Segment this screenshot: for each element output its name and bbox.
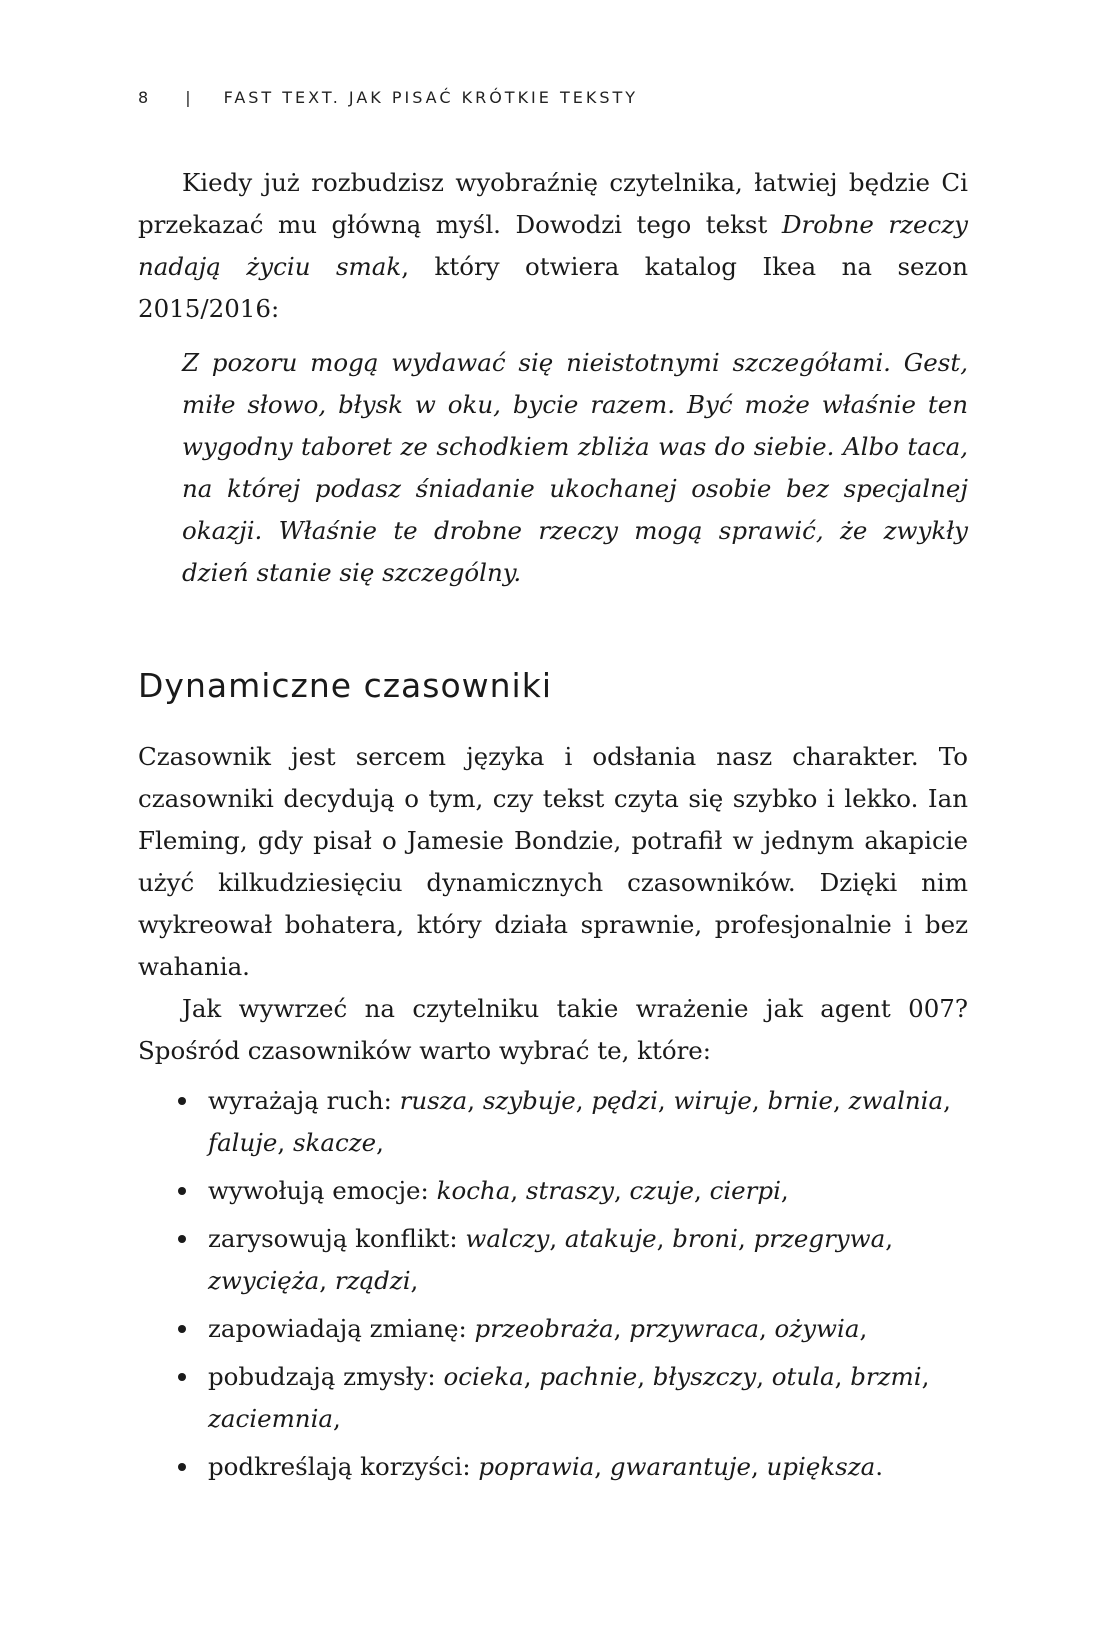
item-end-punctuation: ,	[376, 1128, 384, 1157]
verb-example: broni	[672, 1224, 739, 1253]
verb-category-list	[138, 1080, 968, 1488]
bullet-icon	[178, 1373, 186, 1381]
verb-category-label: podkreślają korzyści:	[208, 1452, 479, 1481]
verb-category-label: wyrażają ruch:	[208, 1086, 400, 1115]
verb-example: upiększa	[766, 1452, 876, 1481]
verb-example: poprawia	[478, 1452, 595, 1481]
intro-cited-title: Drobne rzeczy nadają życiu smak	[138, 210, 968, 281]
verb-example: czuje	[629, 1176, 695, 1205]
verb-example: walczy	[465, 1224, 550, 1253]
verb-example: rusza	[399, 1086, 468, 1115]
verb-example: rządzi	[334, 1266, 411, 1295]
verb-example: cierpi	[709, 1176, 781, 1205]
verb-example: wiruje	[673, 1086, 752, 1115]
verb-example: otula	[771, 1362, 835, 1391]
verb-example: brzmi	[850, 1362, 922, 1391]
item-end-punctuation: ,	[780, 1176, 789, 1205]
verb-example: zwycięża	[208, 1266, 320, 1295]
verb-example: błyszczy	[652, 1362, 757, 1391]
bullet-icon	[178, 1325, 186, 1333]
item-end-punctuation: .	[875, 1452, 884, 1481]
verb-example: ocieka	[443, 1362, 524, 1391]
bullet-icon	[178, 1187, 186, 1195]
section-paragraph-2: Jak wywrzeć na czytelniku takie wrażenie jak agent 007? Spośród czasowników warto wybrać te, które:	[138, 994, 968, 1065]
verb-example: przywraca	[629, 1314, 759, 1343]
verb-example: przegrywa	[753, 1224, 886, 1253]
verb-example: straszy	[525, 1176, 614, 1205]
running-header	[138, 88, 638, 107]
verb-category-item: wywołują emocje: kocha, straszy, czuje, cierpi,	[178, 1170, 968, 1212]
intro-text-before: Kiedy już rozbudzisz wyobraźnię czytelnika, łatwiej będzie Ci przekazać mu główną myśl. Dowodzi tego tekst	[138, 168, 968, 239]
verb-example: gwarantuje	[609, 1452, 751, 1481]
verb-category-item: podkreślają korzyści: poprawia, gwarantuje, upiększa.	[178, 1446, 968, 1488]
header-separator: |	[185, 88, 194, 107]
block-quote: Z pozoru mogą wydawać się nieistotnymi szczegółami. Gest, miłe słowo, błysk w oku, bycie razem. Być może właśnie ten wygodny taboret ze schodkiem zbliża was do siebie. Albo taca, na której podasz śniadanie ukochanej osobie bez specjalnej okazji. Właśnie te drobne rzeczy mogą sprawić, że zwykły dzień stanie się szczególny.	[182, 348, 968, 587]
verb-example: faluje	[208, 1128, 278, 1157]
verb-example: kocha	[436, 1176, 511, 1205]
verb-example: pędzi	[591, 1086, 658, 1115]
verb-category-item: wyrażają ruch: rusza, szybuje, pędzi, wiruje, brnie, zwalnia, faluje, skacze,	[178, 1080, 968, 1164]
intro-paragraph	[138, 162, 968, 330]
item-end-punctuation: ,	[410, 1266, 419, 1295]
verb-example: zwalnia	[848, 1086, 944, 1115]
page-number: 8	[138, 88, 152, 107]
bullet-icon	[178, 1235, 186, 1243]
verb-example: pachnie	[539, 1362, 638, 1391]
verb-category-item: zarysowują konflikt: walczy, atakuje, broni, przegrywa, zwycięża, rządzi,	[178, 1218, 968, 1302]
item-end-punctuation: ,	[859, 1314, 868, 1343]
section-paragraph-1: Czasownik jest sercem języka i odsłania nasz charakter. To czasowniki decydują o tym, czy tekst czyta się szybko i lekko. Ian Fleming, gdy pisał o Jamesie Bondzie, potrafił w jednym akapicie użyć kilkudziesięciu dynamicznych czasowników. Dzięki nim wykreował bohatera, który działa sprawnie, profesjonalnie i bez wahania.	[138, 742, 968, 981]
verb-example: szybuje	[482, 1086, 576, 1115]
verb-example: zaciemnia	[208, 1404, 334, 1433]
verb-category-item: zapowiadają zmianę: przeobraża, przywraca, ożywia,	[178, 1308, 968, 1350]
intro-text-after: , który otwiera katalog Ikea na sezon 2015/2016:	[138, 252, 968, 323]
verb-category-label: zapowiadają zmianę:	[208, 1314, 475, 1343]
section-heading: Dynamiczne czasowniki	[138, 666, 552, 705]
verb-category-label: wywołują emocje:	[208, 1176, 437, 1205]
bullet-icon	[178, 1097, 186, 1105]
verb-example: brnie	[767, 1086, 833, 1115]
item-end-punctuation: ,	[333, 1404, 341, 1433]
verb-example: skacze	[292, 1128, 377, 1157]
bullet-icon	[178, 1463, 186, 1471]
verb-category-label: pobudzają zmysły:	[208, 1362, 444, 1391]
page-content	[138, 162, 968, 1494]
book-title: FAST TEXT. JAK PISAĆ KRÓTKIE TEKSTY	[223, 88, 639, 107]
verb-category-label: zarysowują konflikt:	[208, 1224, 466, 1253]
verb-example: przeobraża	[474, 1314, 614, 1343]
verb-example: atakuje	[564, 1224, 657, 1253]
verb-category-item: pobudzają zmysły: ocieka, pachnie, błyszczy, otula, brzmi, zaciemnia,	[178, 1356, 968, 1440]
verb-example: ożywia	[774, 1314, 860, 1343]
